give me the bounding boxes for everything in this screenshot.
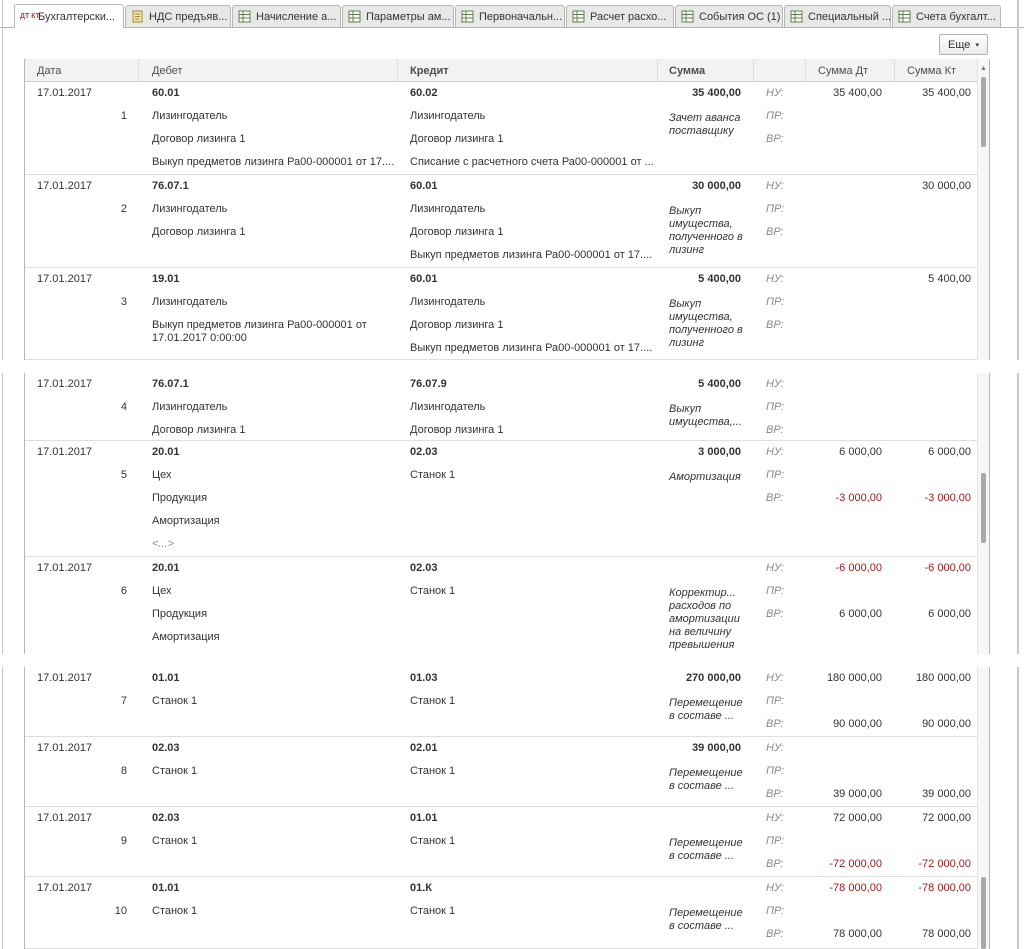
debit-subconto: Договор лизинга 1	[152, 424, 246, 436]
entry-comment: Выкуп имущества, полученного в лизинг	[669, 298, 743, 349]
label-vr: ВР:	[766, 424, 784, 436]
entries-table-pane-3	[24, 667, 990, 949]
credit-subconto: Договор лизинга 1	[410, 424, 504, 436]
entry-number: 8	[120, 765, 127, 777]
sum-dt-vr: 90 000,00	[833, 718, 882, 730]
entry-amount: 30 000,00	[692, 180, 741, 192]
label-pr: ПР:	[766, 401, 785, 413]
vertical-scrollbar[interactable]	[977, 667, 989, 949]
table-row[interactable]	[25, 807, 977, 877]
sum-kt-vr: 78 000,00	[922, 928, 971, 940]
debit-account: 20.01	[152, 446, 180, 458]
sum-dt-nu: 72 000,00	[833, 812, 882, 824]
entry-date: 17.01.2017	[37, 378, 93, 390]
vertical-scrollbar[interactable]	[977, 59, 989, 360]
table-icon	[461, 10, 474, 23]
table-row[interactable]	[25, 441, 977, 557]
debit-subconto: Лизингодатель	[152, 401, 228, 413]
debit-subconto: Станок 1	[152, 835, 198, 847]
debit-subconto: Амортизация	[152, 515, 220, 527]
tab-label: Расчет расхо...	[590, 10, 667, 23]
label-pr: ПР:	[766, 469, 785, 481]
entry-number: 2	[120, 203, 127, 215]
credit-account: 01.03	[410, 672, 438, 684]
table-row[interactable]	[25, 373, 977, 441]
entry-number: 9	[120, 835, 127, 847]
debit-subconto: Цех	[152, 469, 172, 481]
entry-number: 6	[120, 585, 127, 597]
sum-kt-vr: 39 000,00	[922, 788, 971, 800]
credit-subconto: Лизингодатель	[410, 401, 486, 413]
tab-strip-divider	[0, 27, 1024, 28]
entry-date: 17.01.2017	[37, 742, 93, 754]
credit-account: 01.01	[410, 812, 438, 824]
credit-subconto: Лизингодатель	[410, 296, 486, 308]
tab-label: Счета бухгалт...	[916, 10, 996, 23]
sum-dt-vr: 78 000,00	[833, 928, 882, 940]
credit-account: 01.К	[410, 882, 433, 894]
debit-subconto: Продукция	[152, 492, 208, 504]
column-header-debit[interactable]: Дебет	[152, 65, 183, 77]
sum-kt-nu: 35 400,00	[922, 87, 971, 99]
label-vr: ВР:	[766, 492, 784, 504]
credit-subconto: Договор лизинга 1	[410, 319, 504, 331]
label-pr: ПР:	[766, 695, 785, 707]
entry-date: 17.01.2017	[37, 273, 93, 285]
sum-kt-vr: -72 000,00	[918, 858, 971, 870]
debit-subconto: Цех	[152, 585, 172, 597]
tab-label: НДС предъяв...	[149, 10, 228, 23]
column-header-credit[interactable]: Кредит	[410, 65, 449, 77]
debit-subconto: <...>	[152, 538, 175, 550]
label-vr: ВР:	[766, 608, 784, 620]
sum-dt-nu: 35 400,00	[833, 87, 882, 99]
label-nu: НУ:	[766, 87, 784, 99]
credit-subconto: Станок 1	[410, 585, 456, 597]
debit-subconto: Станок 1	[152, 695, 198, 707]
entry-number: 4	[120, 401, 127, 413]
debit-subconto: Лизингодатель	[152, 296, 228, 308]
label-nu: НУ:	[766, 378, 784, 390]
entry-number: 7	[120, 695, 127, 707]
label-vr: ВР:	[766, 928, 784, 940]
tab-5[interactable]	[455, 5, 565, 27]
credit-subconto: Списание с расчетного счета Ра00-000001 от ...	[410, 156, 654, 168]
fragment-gap	[0, 654, 1024, 667]
table-row[interactable]	[25, 877, 977, 949]
more-button-label: Еще	[948, 38, 971, 51]
credit-subconto: Договор лизинга 1	[410, 133, 504, 145]
vertical-scrollbar[interactable]	[977, 373, 989, 654]
debit-subconto: Продукция	[152, 608, 208, 620]
sum-kt-vr: 6 000,00	[928, 608, 971, 620]
chevron-down-icon: ▾	[975, 41, 979, 49]
debit-account: 01.01	[152, 882, 180, 894]
tab-label: Параметры ам...	[366, 10, 451, 23]
table-icon	[681, 10, 694, 23]
sum-dt-nu: 6 000,00	[839, 446, 882, 458]
more-button[interactable]	[939, 34, 988, 55]
debit-subconto: Лизингодатель	[152, 110, 228, 122]
table-header	[25, 59, 977, 82]
label-nu: НУ:	[766, 446, 784, 458]
tab-9[interactable]	[892, 5, 1001, 27]
sum-kt-nu: 30 000,00	[922, 180, 971, 192]
table-icon	[238, 10, 251, 23]
credit-subconto: Станок 1	[410, 695, 456, 707]
table-icon	[790, 10, 803, 23]
sum-dt-vr: 39 000,00	[833, 788, 882, 800]
dt-kt-icon: ДТ КТ	[20, 12, 40, 20]
credit-account: 60.01	[410, 273, 438, 285]
sum-dt-nu: -6 000,00	[835, 562, 882, 574]
column-separator	[138, 59, 139, 81]
label-vr: ВР:	[766, 788, 784, 800]
column-separator	[657, 59, 658, 81]
debit-account: 19.01	[152, 273, 180, 285]
entry-date: 17.01.2017	[37, 87, 93, 99]
credit-account: 02.03	[410, 446, 438, 458]
entry-amount: 5 400,00	[698, 378, 741, 390]
entry-comment: Амортизация	[669, 471, 741, 483]
debit-subconto: Выкуп предметов лизинга Ра00-000001 от 17....	[152, 156, 395, 168]
debit-account: 76.07.1	[152, 378, 189, 390]
entry-number: 5	[120, 469, 127, 481]
entry-comment: Выкуп имущества, полученного в лизинг	[669, 205, 743, 256]
label-pr: ПР:	[766, 835, 785, 847]
debit-account: 02.03	[152, 812, 180, 824]
entry-number: 1	[120, 110, 127, 122]
entry-date: 17.01.2017	[37, 672, 93, 684]
entry-comment: Перемещение в составе ...	[669, 767, 743, 792]
label-nu: НУ:	[766, 180, 784, 192]
tab-2[interactable]	[125, 5, 231, 27]
tab-8[interactable]	[784, 5, 891, 27]
table-row[interactable]	[25, 667, 977, 737]
tab-3[interactable]	[232, 5, 341, 27]
tab-strip	[0, 0, 1024, 30]
label-pr: ПР:	[766, 110, 785, 122]
credit-account: 76.07.9	[410, 378, 447, 390]
entry-date: 17.01.2017	[37, 562, 93, 574]
tab-label: Начисление а...	[256, 10, 337, 23]
label-pr: ПР:	[766, 296, 785, 308]
label-vr: ВР:	[766, 718, 784, 730]
entry-comment: Перемещение в составе ...	[669, 837, 743, 862]
column-separator	[397, 59, 398, 81]
label-vr: ВР:	[766, 133, 784, 145]
scroll-thumb[interactable]	[981, 473, 986, 543]
credit-account: 60.02	[410, 87, 438, 99]
sum-kt-nu: 72 000,00	[922, 812, 971, 824]
entry-amount: 3 000,00	[698, 446, 741, 458]
entry-amount: 39 000,00	[692, 742, 741, 754]
label-nu: НУ:	[766, 562, 784, 574]
sum-dt-nu: -78 000,00	[829, 882, 882, 894]
tab-label: События ОС (1)	[699, 10, 781, 23]
debit-subconto: Выкуп предметов лизинга Ра00-000001 от 17.01.2017 0:00:00	[152, 319, 367, 344]
credit-subconto: Выкуп предметов лизинга Ра00-000001 от 17....	[410, 249, 653, 261]
entry-comment: Выкуп имущества,...	[669, 403, 742, 428]
debit-account: 60.01	[152, 87, 180, 99]
label-nu: НУ:	[766, 742, 784, 754]
entry-amount: 5 400,00	[698, 273, 741, 285]
label-pr: ПР:	[766, 585, 785, 597]
column-header-sum-kt[interactable]: Сумма Кт	[907, 65, 957, 77]
debit-account: 02.03	[152, 742, 180, 754]
entry-comment: Перемещение в составе ...	[669, 697, 743, 722]
sum-kt-vr: 90 000,00	[922, 718, 971, 730]
credit-account: 60.01	[410, 180, 438, 192]
debit-subconto: Амортизация	[152, 631, 220, 643]
column-header-amount[interactable]: Сумма	[669, 65, 706, 77]
entry-date: 17.01.2017	[37, 180, 93, 192]
entry-comment: Зачет аванса поставщику	[669, 112, 741, 137]
debit-account: 01.01	[152, 672, 180, 684]
table-row[interactable]	[25, 82, 977, 175]
credit-subconto: Договор лизинга 1	[410, 226, 504, 238]
sum-kt-nu: 5 400,00	[928, 273, 971, 285]
entry-number: 10	[114, 905, 127, 917]
label-vr: ВР:	[766, 226, 784, 238]
document-icon	[131, 10, 144, 23]
credit-subconto: Станок 1	[410, 469, 456, 481]
sum-kt-nu: 180 000,00	[915, 672, 971, 684]
table-icon	[572, 10, 585, 23]
table-icon	[898, 10, 911, 23]
credit-subconto: Станок 1	[410, 765, 456, 777]
label-nu: НУ:	[766, 273, 784, 285]
entries-table-pane-1	[24, 59, 990, 360]
column-header-sum-dt[interactable]: Сумма Дт	[818, 65, 869, 77]
sum-kt-nu: -6 000,00	[924, 562, 971, 574]
column-separator	[894, 59, 895, 81]
table-row[interactable]	[25, 268, 977, 360]
debit-subconto: Договор лизинга 1	[152, 226, 246, 238]
debit-account: 20.01	[152, 562, 180, 574]
sum-dt-vr: -3 000,00	[835, 492, 882, 504]
credit-subconto: Лизингодатель	[410, 110, 486, 122]
credit-account: 02.03	[410, 562, 438, 574]
credit-account: 02.01	[410, 742, 438, 754]
label-vr: ВР:	[766, 858, 784, 870]
debit-subconto: Станок 1	[152, 765, 198, 777]
entry-date: 17.01.2017	[37, 446, 93, 458]
entry-number: 3	[120, 296, 127, 308]
sum-dt-nu: 180 000,00	[826, 672, 882, 684]
credit-subconto: Лизингодатель	[410, 203, 486, 215]
label-nu: НУ:	[766, 882, 784, 894]
tab-label: Специальный ...	[808, 10, 892, 23]
scroll-thumb[interactable]	[981, 77, 986, 147]
table-row[interactable]	[25, 557, 977, 657]
scroll-up-icon[interactable]: ▲	[980, 65, 987, 72]
fragment-gap	[0, 360, 1024, 373]
tab-label: Первоначальн...	[479, 10, 563, 23]
tab-label: Бухгалтерски...	[38, 10, 116, 23]
scroll-thumb[interactable]	[981, 877, 986, 949]
entry-comment: Корректир... расходов по амортизации на величину превышения	[669, 587, 740, 651]
column-separator	[805, 59, 806, 81]
sum-kt-nu: 6 000,00	[928, 446, 971, 458]
column-separator	[753, 59, 754, 81]
entry-date: 17.01.2017	[37, 882, 93, 894]
credit-subconto: Выкуп предметов лизинга Ра00-000001 от 17....	[410, 342, 653, 354]
table-icon	[348, 10, 361, 23]
sum-dt-vr: -72 000,00	[829, 858, 882, 870]
credit-subconto: Станок 1	[410, 835, 456, 847]
sum-dt-vr: 6 000,00	[839, 608, 882, 620]
sum-kt-nu: -78 000,00	[918, 882, 971, 894]
label-nu: НУ:	[766, 812, 784, 824]
tab-6[interactable]	[566, 5, 674, 27]
label-pr: ПР:	[766, 203, 785, 215]
label-nu: НУ:	[766, 672, 784, 684]
label-vr: ВР:	[766, 319, 784, 331]
window-frame-right	[1017, 0, 1019, 949]
entry-comment: Перемещение в составе ...	[669, 907, 743, 932]
entry-date: 17.01.2017	[37, 812, 93, 824]
table-row[interactable]	[25, 737, 977, 807]
entry-amount: 35 400,00	[692, 87, 741, 99]
column-header-date[interactable]: Дата	[37, 65, 62, 77]
window-frame-left	[2, 0, 3, 949]
debit-subconto: Станок 1	[152, 905, 198, 917]
debit-subconto: Лизингодатель	[152, 203, 228, 215]
label-pr: ПР:	[766, 765, 785, 777]
sum-kt-vr: -3 000,00	[924, 492, 971, 504]
debit-subconto: Договор лизинга 1	[152, 133, 246, 145]
tab-4[interactable]	[342, 5, 454, 27]
table-row[interactable]	[25, 175, 977, 268]
tab-7[interactable]	[675, 5, 783, 27]
entries-table-pane-2	[24, 373, 990, 654]
debit-account: 76.07.1	[152, 180, 189, 192]
label-pr: ПР:	[766, 905, 785, 917]
tab-1[interactable]	[14, 4, 124, 28]
credit-subconto: Станок 1	[410, 905, 456, 917]
entry-amount: 270 000,00	[685, 672, 741, 684]
